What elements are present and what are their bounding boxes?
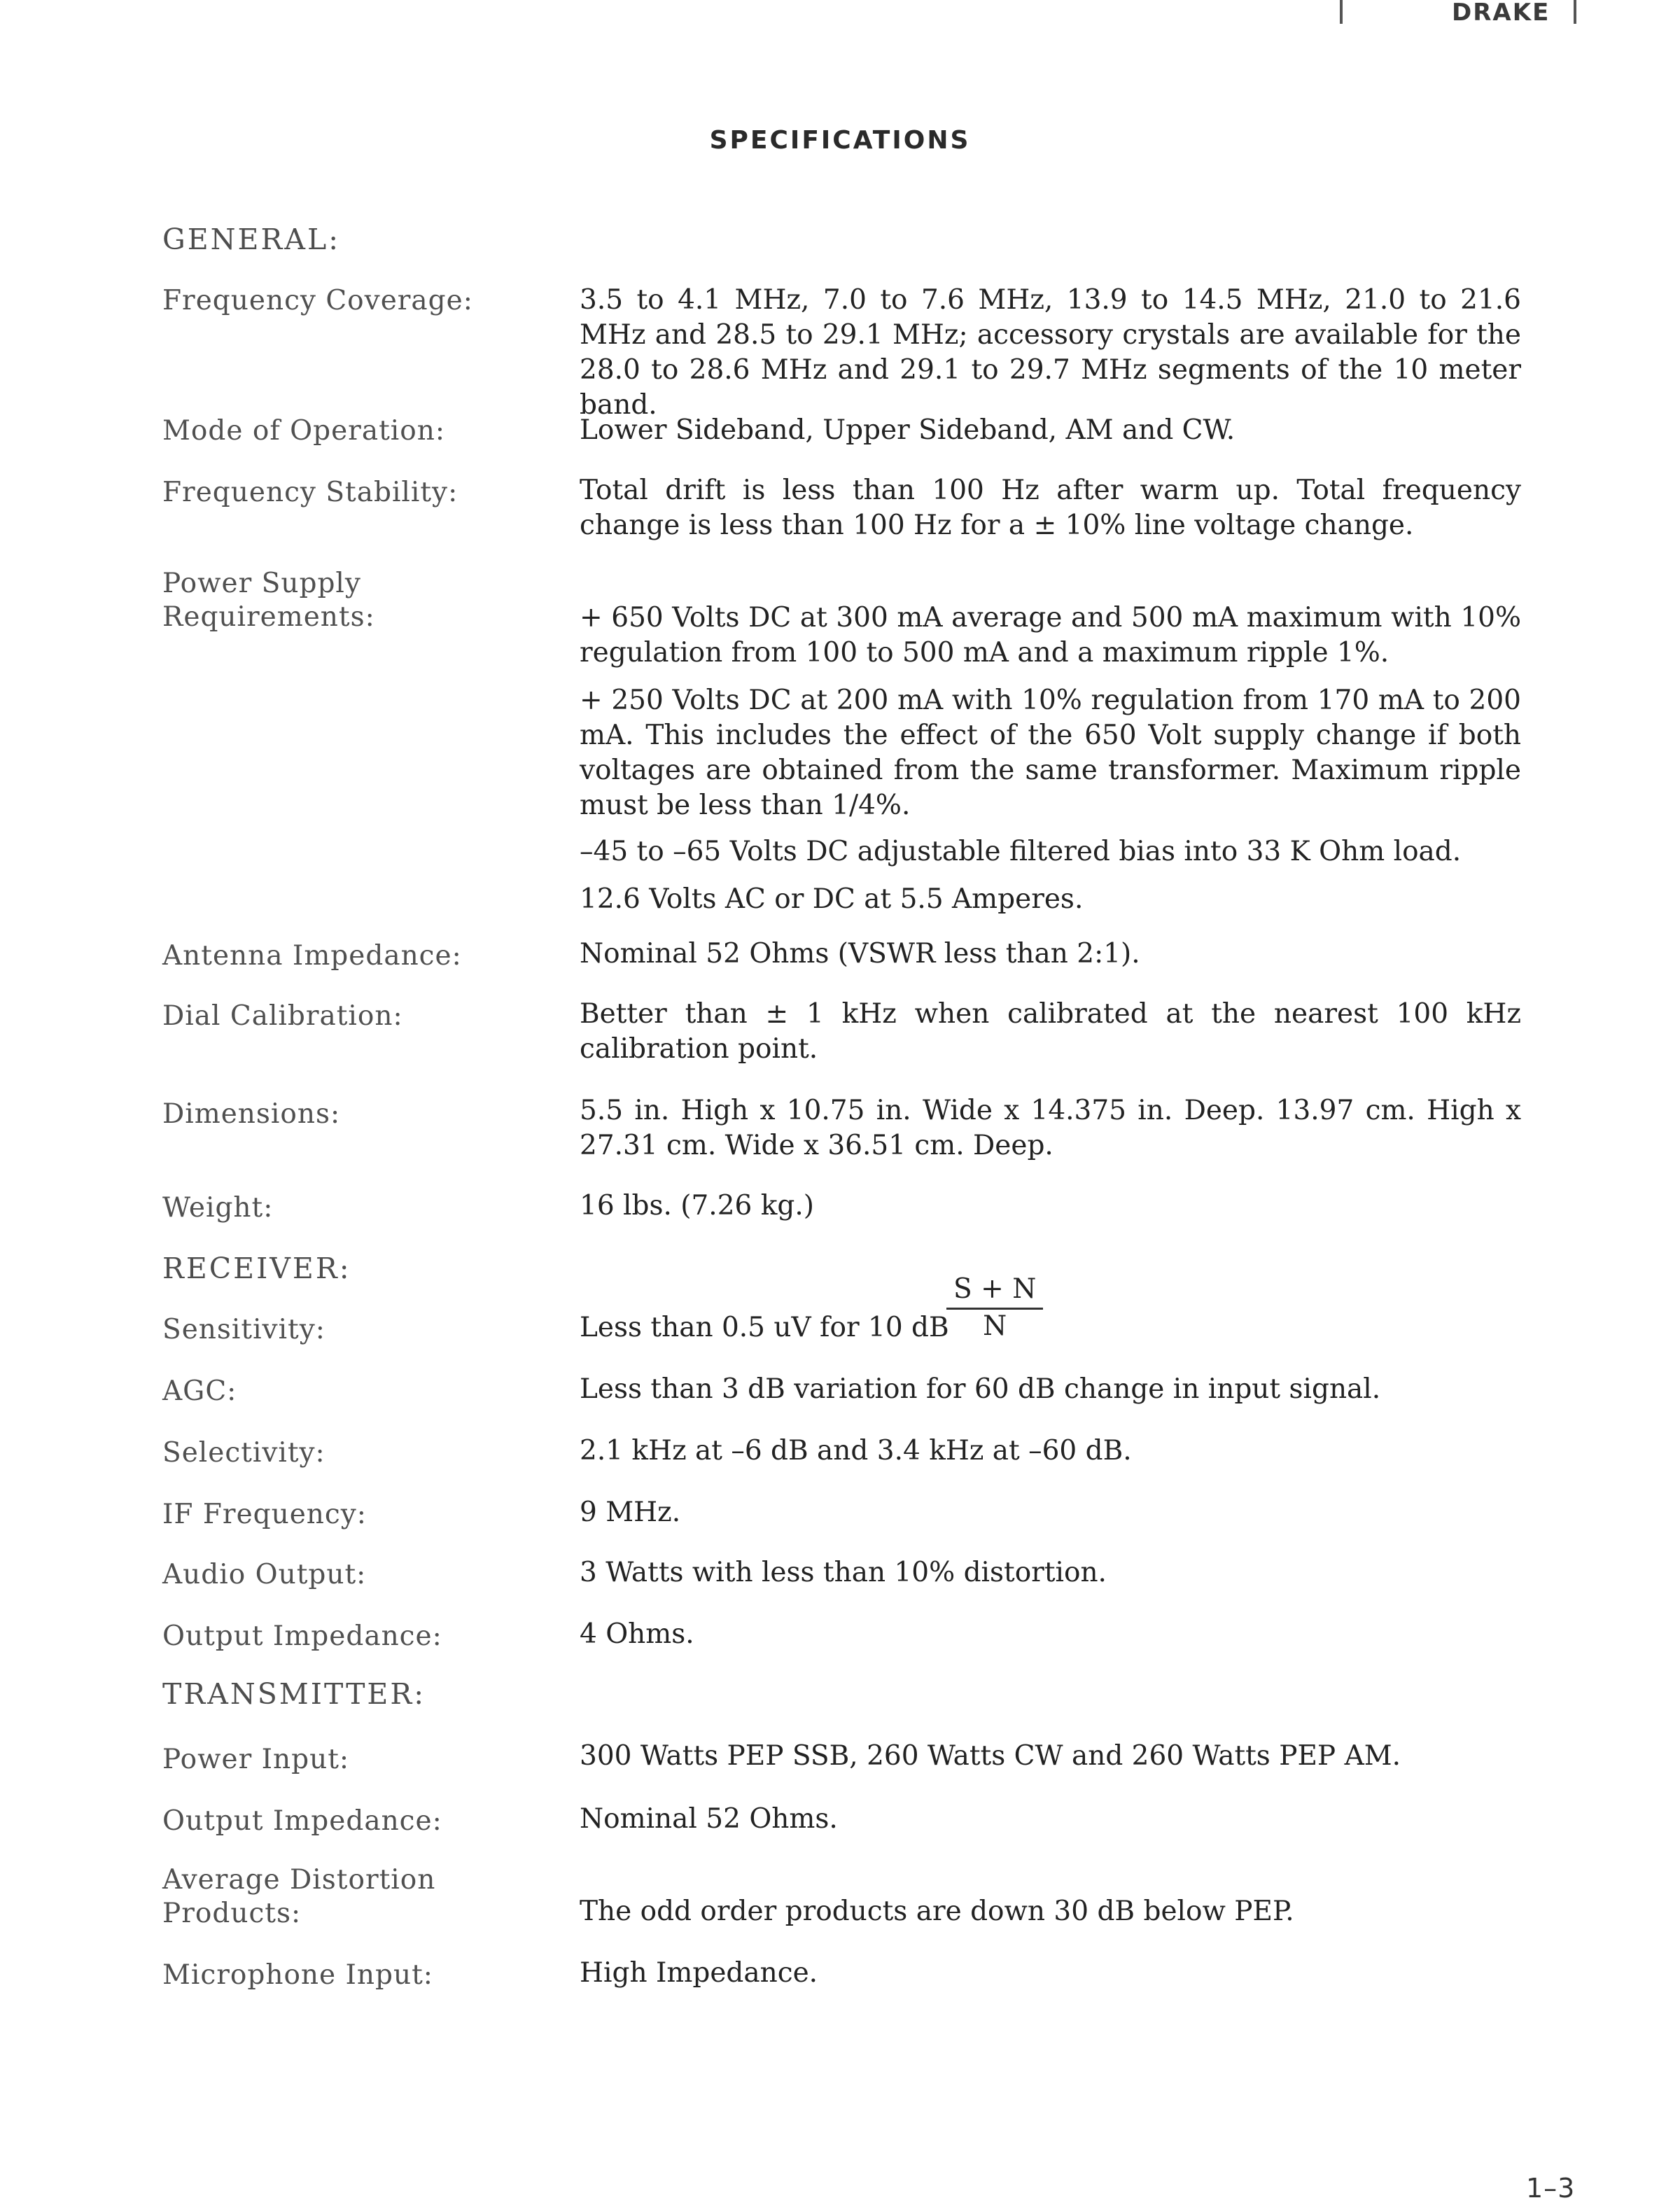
value-power-supply-bias: –45 to –65 Volts DC adjustable filtered bias into 33 K Ohm load. (580, 836, 1462, 867)
label-dimensions: Dimensions: (162, 1098, 341, 1130)
section-heading-transmitter: TRANSMITTER: (162, 1677, 426, 1711)
value-audio-output: 3 Watts with less than 10% distortion. (580, 1557, 1107, 1588)
value-selectivity: 2.1 kHz at –6 dB and 3.4 kHz at –60 dB. (580, 1435, 1132, 1466)
label-weight: Weight: (162, 1192, 274, 1224)
value-if-frequency: 9 MHz. (580, 1497, 681, 1528)
value-agc: Less than 3 dB variation for 60 dB change in input signal. (580, 1373, 1381, 1405)
label-frequency-coverage: Frequency Coverage: (162, 285, 473, 316)
value-tx-output-impedance: Nominal 52 Ohms. (580, 1803, 838, 1835)
label-sensitivity: Sensitivity: (162, 1314, 326, 1345)
drake-logo (1333, 0, 1576, 24)
logo-lettering: DRAKE (1452, 0, 1550, 24)
value-weight: 16 lbs. (7.26 kg.) (580, 1190, 814, 1222)
page-number: 1–3 (1526, 2173, 1576, 2204)
label-selectivity: Selectivity: (162, 1437, 326, 1469)
section-heading-receiver: RECEIVER: (162, 1252, 351, 1285)
value-microphone-input: High Impedance. (580, 1957, 818, 1989)
label-agc: AGC: (162, 1376, 237, 1407)
value-power-supply-250v: + 250 Volts DC at 200 mA with 10% regulation from 170 mA to 200 mA. This includes the effect of the 650 Volt supply change if both voltages are obtained from the same transformer. Maximum ripple must be less than 1/4%. (580, 685, 1521, 821)
signal-noise-ratio-fraction (946, 1273, 1043, 1343)
value-mode-of-operation: Lower Sideband, Upper Sideband, AM and CW. (580, 414, 1236, 446)
value-power-supply-filament: 12.6 Volts AC or DC at 5.5 Amperes. (580, 883, 1084, 915)
label-dial-calibration: Dial Calibration: (162, 1000, 403, 1032)
label-microphone-input: Microphone Input: (162, 1959, 433, 1991)
label-tx-output-impedance: Output Impedance: (162, 1805, 442, 1837)
label-if-frequency: IF Frequency: (162, 1499, 367, 1530)
label-power-supply-line1: Power Supply (162, 568, 361, 599)
value-power-input: 300 Watts PEP SSB, 260 Watts CW and 260 Watts PEP AM. (580, 1740, 1401, 1772)
fraction-denominator: N (983, 1310, 1007, 1342)
label-frequency-stability: Frequency Stability: (162, 477, 458, 508)
label-antenna-impedance: Antenna Impedance: (162, 940, 462, 972)
label-output-impedance: Output Impedance: (162, 1620, 442, 1652)
value-frequency-coverage: 3.5 to 4.1 MHz, 7.0 to 7.6 MHz, 13.9 to 14.5 MHz, 21.0 to 21.6 MHz and 28.5 to 29.1 MHz; accessory crystals are available for the 28.0 to 28.6 MHz and 29.1 to 29.7 MHz segments of the 10 meter band. (580, 284, 1521, 421)
label-distortion (162, 1863, 554, 1931)
value-antenna-impedance: Nominal 52 Ohms (VSWR less than 2:1). (580, 938, 1140, 969)
label-power-input: Power Input: (162, 1744, 350, 1775)
label-mode-of-operation: Mode of Operation: (162, 415, 445, 447)
label-power-supply (162, 567, 554, 634)
fraction-numerator: S + N (946, 1273, 1043, 1310)
label-distortion-line2: Products: (162, 1898, 302, 1929)
value-output-impedance: 4 Ohms. (580, 1618, 694, 1650)
label-power-supply-line2: Requirements: (162, 601, 375, 633)
value-power-supply-650v: + 650 Volts DC at 300 mA average and 500 mA maximum with 10% regulation from 100 to 500 mA and a maximum ripple 1%. (580, 602, 1521, 668)
value-dial-calibration: Better than ± 1 kHz when calibrated at the nearest 100 kHz calibration point. (580, 998, 1521, 1065)
value-frequency-stability: Total drift is less than 100 Hz after warm up. Total frequency change is less than 100 Hz for a ± 10% line voltage change. (580, 475, 1521, 541)
value-distortion: The odd order products are down 30 dB below PEP. (580, 1896, 1294, 1927)
label-distortion-line1: Average Distortion (162, 1864, 436, 1896)
label-audio-output: Audio Output: (162, 1559, 367, 1590)
value-sensitivity: Less than 0.5 uV for 10 dB (580, 1312, 949, 1343)
value-dimensions: 5.5 in. High x 10.75 in. Wide x 14.375 in. Deep. 13.97 cm. High x 27.31 cm. Wide x 36.51 cm. Deep. (580, 1095, 1521, 1161)
section-heading-general: GENERAL: (162, 223, 341, 256)
page-title: SPECIFICATIONS (709, 126, 971, 155)
